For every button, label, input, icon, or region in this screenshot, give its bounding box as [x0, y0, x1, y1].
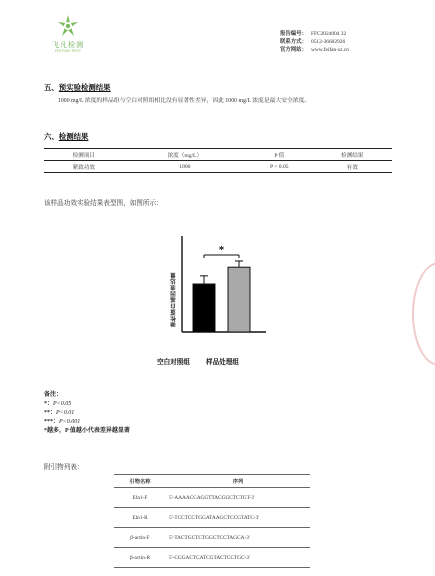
attachment-title: 附引物列表：: [44, 464, 84, 471]
note-item: *：P<0.05: [44, 401, 72, 407]
phone-label: 联系方式：: [280, 39, 307, 45]
website: www.feifan-sz.cn: [311, 47, 349, 53]
primer-header-cell: 引物名称: [114, 475, 166, 488]
result-header-cell: 检测结果: [312, 149, 392, 161]
bar-chart: [178, 228, 270, 338]
chart-ylabel: 弹性蛋白基因表达量: [171, 272, 177, 327]
bar: [193, 284, 215, 332]
phone: 0512-36602926: [311, 39, 346, 45]
section5-number: 五、: [44, 83, 59, 92]
primer-row: [114, 528, 310, 548]
bar: [228, 267, 250, 332]
notes-block: [44, 391, 344, 436]
section5-heading: [44, 82, 111, 93]
result-cell: P < 0.05: [246, 161, 312, 173]
report-no-label: 报告编号：: [280, 31, 307, 37]
primer-name: Eln1-R: [114, 508, 166, 528]
significance-marker: *: [218, 243, 225, 256]
note-last: *越多，P 值越小代表差异越显著: [44, 428, 130, 434]
primer-seq: 5'-TCCTCCTGGATAAGCTCCGTATC-3': [166, 508, 310, 528]
report-header-info: [280, 30, 400, 54]
section6-title: 检测结果: [58, 132, 89, 141]
logo-name: 飞凡检测: [52, 42, 84, 49]
result-cell: 紧致功效: [44, 161, 124, 173]
primer-table: [114, 474, 310, 568]
website-label: 官方网站：: [280, 47, 307, 53]
section6-number: 六、: [44, 132, 59, 141]
primer-row: [114, 488, 310, 508]
chart-intro: 该样品功效实验结果表型图，如图所示：: [44, 200, 163, 207]
chart-xlabel-1: 样品处理组: [206, 359, 239, 366]
note-item: ***：P<0.001: [44, 419, 81, 425]
result-cell: 1000: [124, 161, 247, 173]
logo-subtitle: FEI FAN TEST: [54, 48, 82, 53]
primer-table-header: [114, 475, 310, 488]
primer-seq: 5'-AAAACCAGGTTACGGCTCTGT-3': [166, 488, 310, 508]
company-logo-icon: [56, 14, 80, 38]
section5-title: 预实验检测结果: [58, 83, 111, 92]
primer-row: [114, 548, 310, 568]
notes-title: 备注：: [44, 392, 63, 398]
report-no: FFC2024004 32: [311, 31, 347, 37]
primer-seq: 5'-TACTGCTCTGGCTCCTAGCA-3': [166, 528, 310, 548]
note-item: **：P<0.01: [44, 410, 75, 416]
primer-seq: 5'-CGGACTCATCGTACTCCTGC-3': [166, 548, 310, 568]
section6-heading: [44, 131, 88, 142]
result-header-cell: P 值: [246, 149, 312, 161]
primer-name: β-actin-R: [114, 548, 166, 568]
primer-name: Eln1-F: [114, 488, 166, 508]
official-seal: [412, 262, 435, 366]
result-header-cell: 检测项目: [44, 149, 124, 161]
result-header-cell: 浓度（mg/L）: [124, 149, 247, 161]
result-table-row: [44, 161, 392, 173]
primer-header-cell: 序列: [166, 475, 310, 488]
chart-xlabel-0: 空白对照组: [157, 359, 190, 366]
result-table-header: [44, 149, 392, 161]
result-cell: 有效: [312, 161, 392, 173]
section5-body: 1000 mg/L 浓度的样品组与空白对照组相比没有显著性差异，因此 1000 mg/L 浓度是最大安全浓度。: [58, 98, 311, 104]
result-table: [44, 148, 392, 173]
primer-name: β-actin-F: [114, 528, 166, 548]
primer-row: [114, 508, 310, 528]
